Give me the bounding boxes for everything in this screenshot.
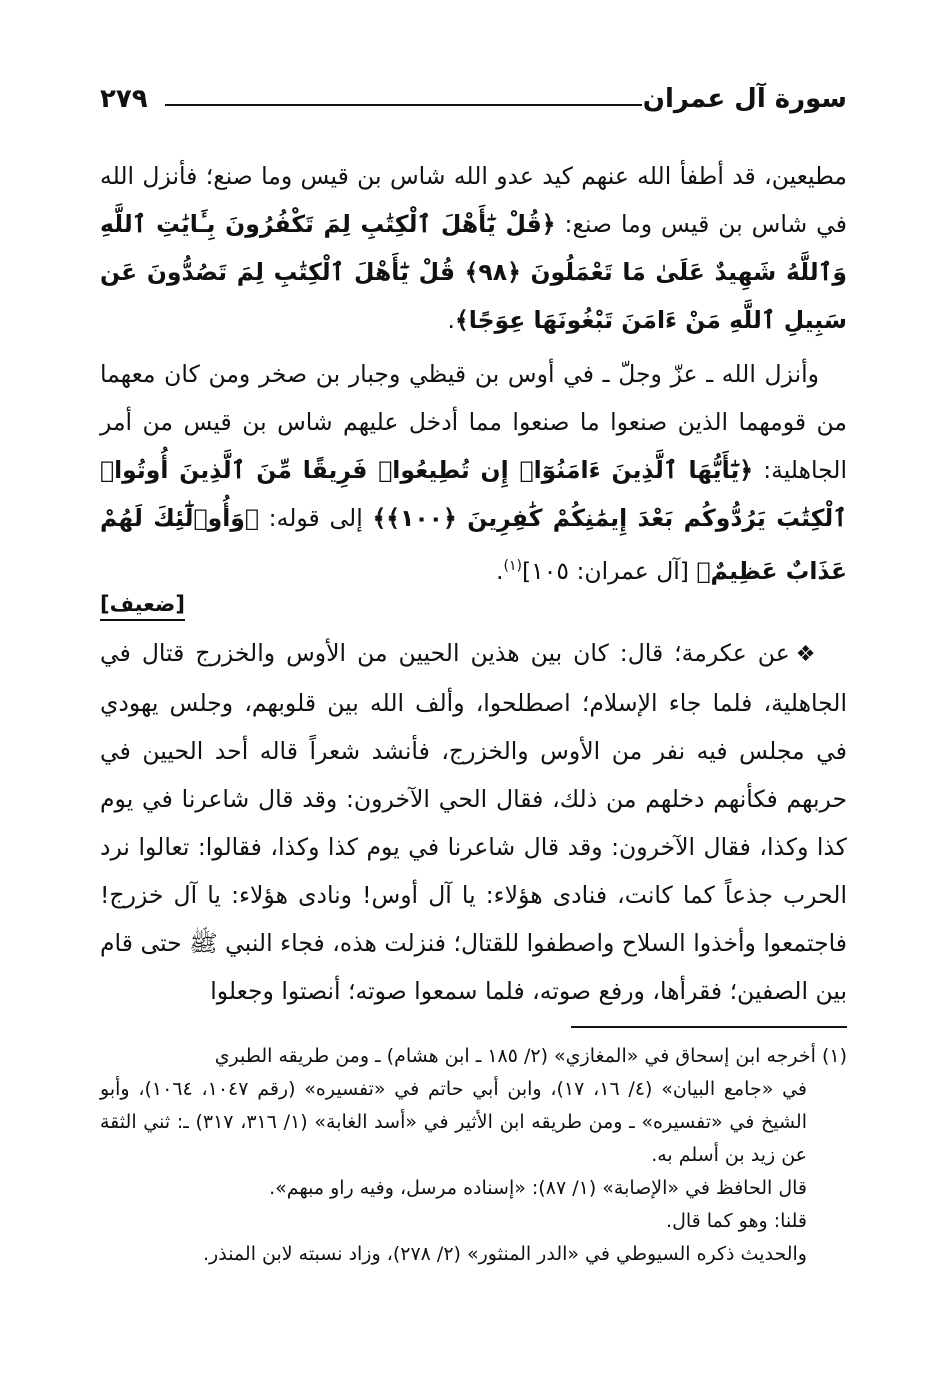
page-header	[100, 82, 847, 122]
page-number: ٢٧٩	[100, 84, 148, 114]
paragraph-3	[100, 629, 847, 1015]
footnote-1-line-1: (١) أخرجه ابن إسحاق في «المغازي» (٢/ ١٨٥ ـ ابن هشام) ـ ومن طريقه الطبري	[214, 1045, 847, 1067]
quran-verse-3: ﴿وَأُو۟لَٰٓئِكَ لَهُمْ عَذَابٌ عَظِيمٌ﴾	[100, 504, 847, 585]
running-title: سورة آل عمران	[642, 84, 847, 114]
quran-verse-1: ﴿قُلْ يَٰٓأَهْلَ ٱلْكِتَٰبِ لِمَ تَكْفُرُونَ بِـَٔايَٰتِ ٱللَّهِ وَٱللَّهُ شَهِيدٌ عَلَىٰ مَا تَعْمَلُونَ ﴿٩٨﴾ قُلْ يَٰٓأَهْلَ ٱلْكِتَٰبِ لِمَ تَصُدُّونَ عَن سَبِيلِ ٱللَّهِ مَنْ ءَامَنَ تَبْغُونَهَا عِوَجًا﴾	[100, 210, 847, 334]
paragraph-2-text: وأنزل الله ـ عزّ وجلّ ـ في أوس بن قيظي وجبار بن صخر ومن كان معهما من قومهما الذين صنعوا ما صنعوا مما أدخل عليهم شاس بن قيس من أمر الجاهلية:	[100, 360, 847, 484]
main-text	[100, 152, 847, 1015]
paragraph-1	[100, 152, 847, 344]
footnote-ref-1[interactable]: (١)	[503, 558, 522, 574]
footnote-1-line-5: والحديث ذكره السيوطي في «الدر المنثور» (٢/ ٢٧٨)، وزاد نسبته لابن المنذر.	[203, 1243, 807, 1265]
paragraph-2	[100, 350, 847, 595]
paragraph-2-mid: إلى قوله:	[258, 504, 373, 532]
footnote-rule	[571, 1026, 847, 1028]
paragraph-1-text: مطيعين، قد أطفأ الله عنهم كيد عدو الله شاس بن قيس وما صنع؛ فأنزل الله في شاس بن قيس وما صنع:	[100, 162, 847, 238]
quran-verse-2: ﴿يَٰٓأَيُّهَا ٱلَّذِينَ ءَامَنُوٓا۟ إِن تُطِيعُوا۟ فَرِيقًا مِّنَ ٱلَّذِينَ أُوتُوا۟ ٱلْكِتَٰبَ يَرُدُّوكُم بَعْدَ إِيمَٰنِكُمْ كَٰفِرِينَ ﴿١٠٠﴾﴾	[100, 456, 847, 532]
header-rule	[165, 104, 642, 106]
paragraph-1-end: .	[447, 306, 456, 334]
hadith-grade-badge: [ضعيف]	[100, 589, 185, 621]
footnote-1-line-3: قال الحافظ في «الإصابة» (١/ ٨٧): «إسناده مرسل، وفيه راو مبهم».	[269, 1177, 807, 1199]
verse-reference: [آل عمران: ١٠٥]	[521, 556, 697, 585]
paragraph-2-end: .	[495, 556, 504, 585]
grade-line	[100, 589, 847, 629]
footnote-1-line-2: في «جامع البيان» (٤/ ١٦، ١٧)، وابن أبي حاتم في «تفسيره» (رقم ١٠٤٧، ١٠٦٤)، وأبو الشيخ في «تفسيره» ـ ومن طريقه ابن الأثير في «أسد الغابة» (١/ ٣١٦، ٣١٧) ـ: ثني الثقة عن زيد بن أسلم به.	[100, 1078, 808, 1166]
footnotes	[100, 1040, 847, 1271]
paragraph-3-text: عن عكرمة؛ قال: كان بين هذين الحيين من الأوس والخزرج قتال في الجاهلية، فلما جاء الإسلام؛ اصطلحوا، وألف الله بين قلوبهم، وجلس يهودي في مجلس فيه نفر من الأوس والخزرج، فأنشد شعراً قاله أحد الحيين في حربهم فكأنهم دخلهم من ذلك، فقال الحي الآخرون: وقد قال شاعرنا في يوم كذا وكذا، فقال الآخرون: وقد قال شاعرنا في يوم كذا وكذا، فقالوا: تعالوا نرد الحرب جذعاً كما كانت، فنادى هؤلاء: يا آل أوس! ونادى هؤلاء: يا آل خزرج! فاجتمعوا وأخذوا السلاح واصطفوا للقتال؛ فنزلت هذه، فجاء النبي ﷺ حتى قام بين الصفين؛ فقرأها، ورفع صوته، فلما سمعوا صوته؛ أنصتوا وجعلوا	[100, 638, 847, 1005]
diamond-marker-icon: ❖	[795, 641, 819, 667]
footnote-1-line-4: قلنا: وهو كما قال.	[666, 1210, 807, 1232]
